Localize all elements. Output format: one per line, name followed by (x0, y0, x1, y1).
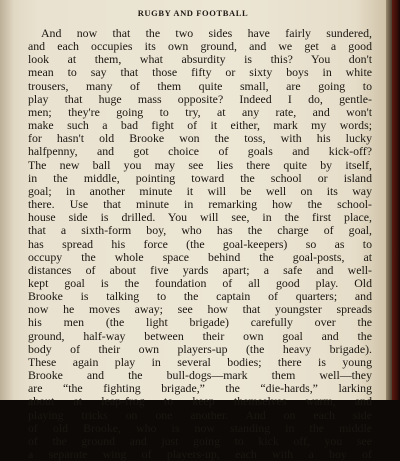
text-line: house side is drilled. You will see, in the first place, (28, 210, 372, 225)
text-line: his men (the light brigade) carefully over the (28, 315, 372, 330)
text-line: has spread his force (the goal-keepers) so as to (28, 236, 372, 251)
spine-shadow (0, 0, 14, 400)
text-line: halfpenny, and got choice of goals and kick-off? (28, 144, 372, 159)
text-line: for hasn't old Brooke won the toss, with his lucky (28, 131, 372, 146)
text-line: there. Use that minute in remarking how the school- (28, 197, 372, 212)
text-line: The new ball you may see lies there quite by itself, (28, 157, 372, 172)
text-line: of the ground and just going to kick off, you see (28, 433, 372, 448)
text-line: kept goal is the foundation of all good play. Old (28, 275, 372, 290)
text-line: about at leap-frog to keep themselves warm, and (28, 394, 372, 409)
text-line: trousers, many of them quite small, are going to (28, 78, 372, 93)
text-line: and each occupies its own ground, and we get a good (28, 39, 372, 54)
text-line: are “the fighting brigade,” the “die-hards,” larking (28, 381, 372, 396)
text-line: ground, half-way between their own goal and the (28, 328, 372, 343)
text-line: make such a bad fight of it either, mark my words; (28, 118, 372, 133)
text-line: These again play in several bodies; there is young (28, 354, 372, 369)
text-line: distances of about five yards apart; a safe and well- (28, 262, 372, 277)
text-line: body of their own players-up (the heavy brigade). (28, 341, 372, 356)
text-line: Brooke and the bull-dogs—mark them well—they (28, 368, 372, 383)
text-line: goal; in another minute it will be well on its way (28, 183, 372, 198)
text-line: now he moves away; see how that youngster spreads (28, 302, 372, 317)
text-line: mean to say that those fifty or sixty boys in white (28, 65, 372, 80)
running-head: RUGBY AND FOOTBALL (137, 8, 249, 18)
text-line: men; they're going to try, at any rate, and won't (28, 104, 372, 119)
body-paragraph (28, 27, 372, 461)
text-line: of old Brooke, who is now standing in the middle (28, 420, 372, 435)
book-cover-edge (392, 0, 400, 400)
text-line: play that huge mass opposite? Indeed I do, gentle- (28, 91, 372, 106)
text-line: playing tricks on one another. And on each side (28, 407, 372, 422)
text-line: look at them, what absurdity is this? You don't (28, 52, 372, 67)
text-line: that a sixth-form boy, who has the charge of goal, (28, 223, 372, 238)
text-line: And now that the two sides have fairly sundered, (41, 26, 372, 40)
text-line: occupy the whole space behind the goal-posts, at (28, 249, 372, 264)
text-line: in the middle, pointing toward the school or island (28, 170, 372, 185)
text-line: Brooke is talking to the captain of quarters; and (28, 289, 372, 304)
text-line: a separate wing of players-up, each with a boy of (28, 447, 372, 461)
